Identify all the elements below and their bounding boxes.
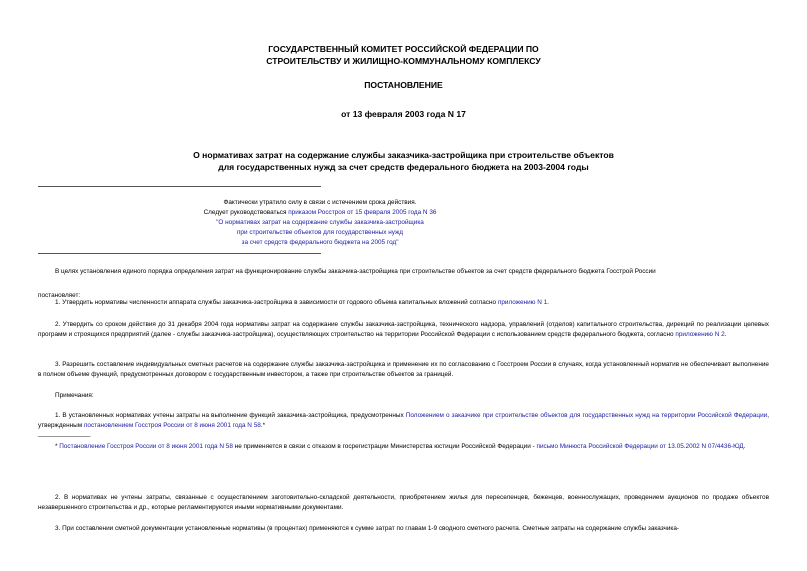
footnote-star: * [55, 443, 60, 450]
gosstroy-resolution-58-link[interactable]: постановлением Госстроя России от 8 июня 2001 года N 58 [83, 422, 261, 429]
appendix-2-link[interactable]: приложению N 2 [675, 331, 725, 338]
status-note-line1: Фактически утратило силу в связи с истечением срока действия. [223, 199, 417, 206]
item-1-end: . [547, 299, 549, 306]
document-type: ПОСТАНОВЛЕНИЕ [364, 80, 443, 90]
document-title-line1: О нормативах затрат на содержание службы заказчика-застройщика при строительстве объектов [193, 150, 614, 160]
footnote-end: . [743, 443, 746, 450]
note-1-end: .* [260, 422, 266, 429]
notes-heading: Примечания: [55, 392, 94, 399]
note-3: 3. При составлении сметной документации установленные нормативы (в процентах) применяются к сумме затрат по главам 1-9 сводного сметного расчета. Сметные затраты на содержание службы заказчика- [55, 525, 680, 532]
divider-top [38, 186, 321, 187]
note-1-text: 1. В установленных нормативах учтены затраты на выполнение функций заказчика-застройщика, предусмотренных [55, 412, 406, 419]
intro-paragraph: В целях установления единого порядка определения затрат на функционирование службы заказчика-застройщика при строительстве объектов за счет средств федерального бюджета Госстрой России [55, 268, 656, 275]
item-1 [55, 298, 775, 308]
note-1 [38, 411, 769, 431]
order-link[interactable]: приказом Росстроя от 15 февраля 2005 года N 36 [288, 209, 437, 216]
footnote-resolution-link[interactable]: Постановление Госстроя России от 8 июня 2001 года N 58 [59, 443, 233, 450]
footnote-mid: не применяется в связи с отказом в госрегистрации Министерства юстиции Российской Федерации - [232, 443, 537, 450]
item-2-text: 2. Утвердить со сроком действия до 31 декабря 2004 года нормативы затрат на содержание службы заказчика-застройщика, технического надзора, управлений (отделов) капитального строительства, дирекций по реализации целевых программ и строящихся предприятий (далее - службы заказчика-застройщика), осуществляющих строительство на территории Российской Федерации с использованием средств федерального бюджета, согласно [38, 321, 769, 338]
status-note-prefix: Следует руководствоваться [203, 209, 289, 216]
item-1-text: 1. Утвердить нормативы численности аппарата службы заказчика-застройщика в зависимости от годового объема капитальных вложений согласно [55, 299, 498, 306]
org-title-line2: СТРОИТЕЛЬСТВУ И ЖИЛИЩНО-КОММУНАЛЬНОМУ КОМПЛЕКСУ [266, 56, 541, 66]
order-title-link-line3[interactable]: за счет средств федерального бюджета на 2005 год" [241, 239, 399, 246]
footnote-separator: ________________ [38, 430, 91, 437]
divider-bottom [38, 253, 321, 254]
regulation-on-customer-link[interactable]: Положением о заказчике при строительстве объектов для государственных нужд на территории Российской Федерации [405, 412, 768, 419]
document-date-number: от 13 февраля 2003 года N 17 [341, 109, 466, 119]
note-2: 2. В нормативах не учтены затраты, связанные с осуществлением заготовительно-складской деятельности, приобретением жилья для переселенцев, беженцев, военнослужащих, проведением аукционов по продаже объектов незавершенного строительства и др., которые регламентируются иными нормативными документами. [38, 494, 769, 511]
note-1-mid: , утвержденным [38, 412, 769, 429]
order-title-link-line2[interactable]: при строительстве объектов для государственных нужд [236, 229, 404, 236]
minjust-letter-link[interactable]: письмо Минюста Российской Федерации от 13.05.2002 N 07/4436-ЮД [536, 443, 744, 450]
footnote [38, 442, 769, 452]
order-title-link-line1[interactable]: "О нормативах затрат на содержание службы заказчика-застройщика [216, 219, 424, 226]
status-note-line2 [120, 208, 520, 218]
document-title-line2: для государственных нужд за счет средств федерального бюджета на 2003-2004 годы [218, 162, 589, 172]
org-title-line1: ГОСУДАРСТВЕННЫЙ КОМИТЕТ РОССИЙСКОЙ ФЕДЕРАЦИИ ПО [268, 44, 539, 54]
resolves-text: постановляет: [38, 292, 81, 299]
item-2-end: . [724, 331, 727, 338]
item-2 [38, 320, 769, 340]
status-note [120, 198, 520, 248]
appendix-1-link[interactable]: приложению N 1 [497, 299, 548, 306]
item-3: 3. Разрешить составление индивидуальных сметных расчетов на содержание службы заказчика-застройщика и применение их по согласованию с Госстроем России в случаях, когда установленный норматив не обеспечивает выполнение в полном объеме функций, предусмотренных договором с государственным инвестором, а также при строительстве объектов за границей. [38, 361, 769, 378]
